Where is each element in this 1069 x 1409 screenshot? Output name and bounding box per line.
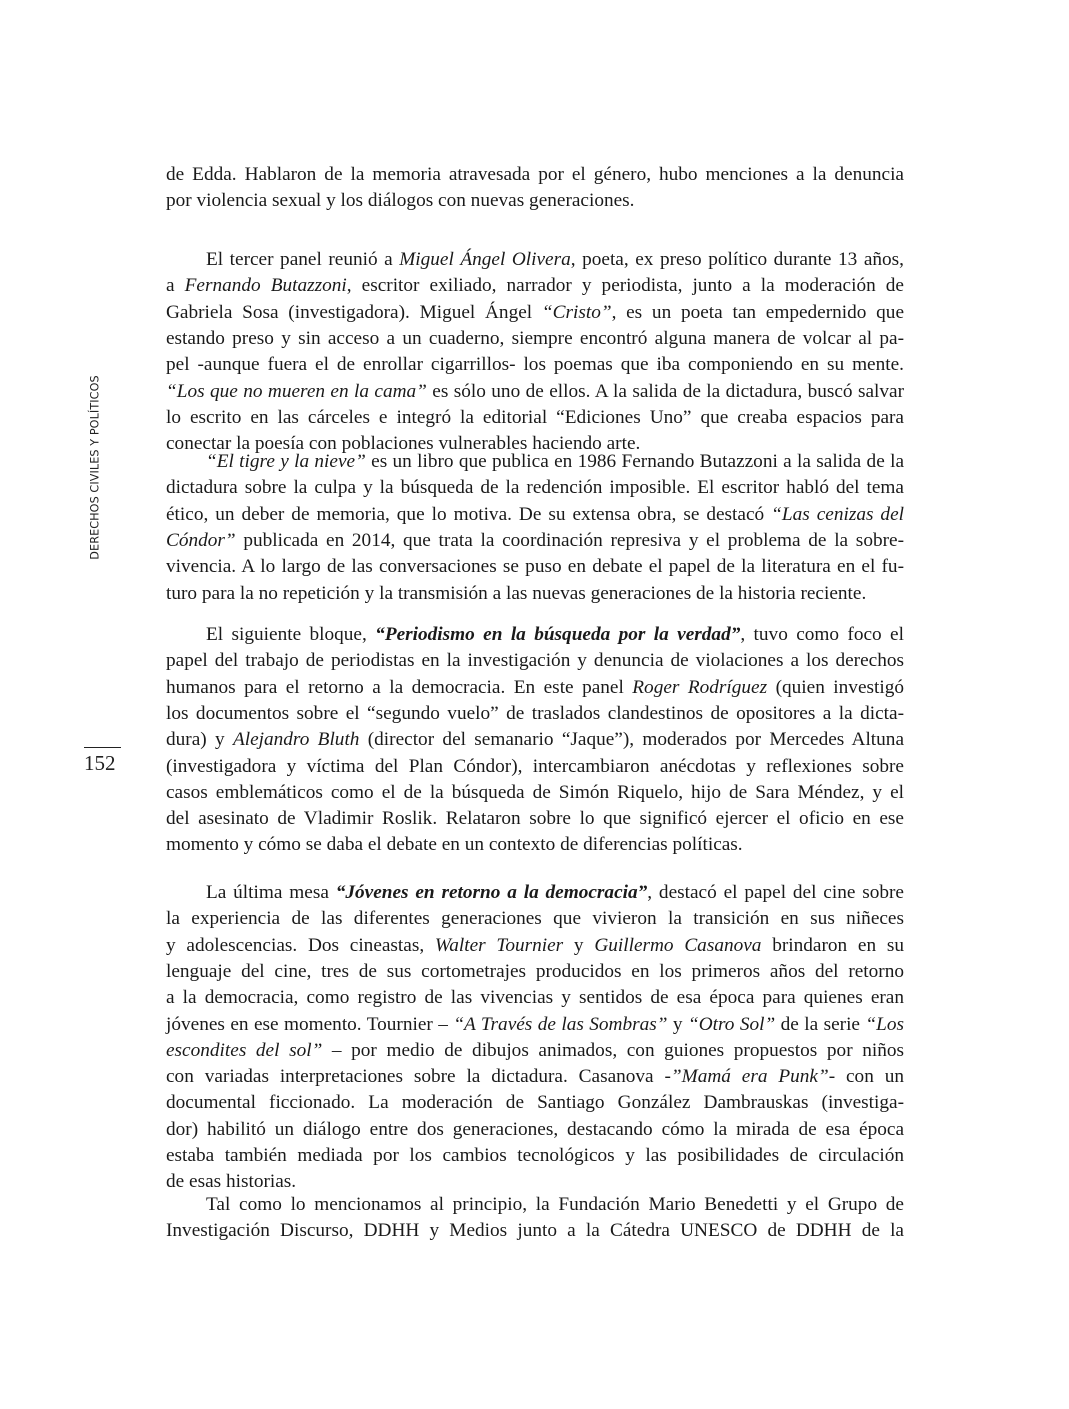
text-line: del asesinato de Vladimir Roslik. Relataron sobre lo que significó ejercer el oficio en ese (166, 808, 904, 830)
text-line: El tercer panel reunió a Miguel Ángel Olivera, poeta, ex preso político durante 13 años, (206, 249, 904, 270)
text-line: lo escrito en las cárceles e integró la editorial “Ediciones Uno” que creaba espacios para (166, 406, 904, 428)
text-line: humanos para el retorno a la democracia. En este panel Roger Rodríguez (quien investigó (166, 676, 904, 698)
text-line: dictadura sobre la culpa y la búsqueda de la redención imposible. El escritor habló del tema (166, 477, 904, 499)
text-line: escondites del sol” – por medio de dibujos animados, con guiones propuestos por niños (166, 1039, 904, 1061)
text-line: la experiencia de las diferentes generaciones que vivieron la transición en sus niñeces (166, 908, 904, 930)
section-title-text: DERECHOS CIVILES Y POLÍTICOS (88, 375, 102, 560)
text-line: por violencia sexual y los diálogos con nuevas generaciones. (166, 190, 635, 212)
text-line: pel -aunque fuera el de enrollar cigarrillos- los poemas que iba componiendo en su mente. (166, 354, 904, 376)
text-line: Cóndor” publicada en 2014, que trata la coordinación represiva y el problema de la sobre- (166, 529, 904, 551)
text-line: los documentos sobre el “segundo vuelo” de traslados clandestinos de opositores a la dicta- (166, 702, 904, 724)
text-line: papel del trabajo de periodistas en la investigación y denuncia de violaciones a los derechos (166, 650, 904, 672)
text-line: con variadas interpretaciones sobre la dictadura. Casanova -”Mamá era Punk”- con un (166, 1066, 904, 1088)
text-line: a Fernando Butazzoni, escritor exiliado, narrador y periodista, junto a la moderación de (166, 275, 904, 297)
text-line: de esas historias. (166, 1171, 297, 1193)
text-line: estaba también mediada por los cambios tecnológicos y las posibilidades de circulación (166, 1145, 904, 1166)
text-line: “El tigre y la nieve” es un libro que publica en 1986 Fernando Butazzoni a la salida de la (206, 451, 904, 472)
text-line: Gabriela Sosa (investigadora). Miguel Ángel “Cristo”, es un poeta tan empedernido que (166, 301, 904, 323)
text-line: lenguaje del cine, tres de sus cortometrajes producidos en los primeros años del retorno (166, 960, 904, 982)
text-line: casos emblemáticos como el de la búsqueda de Simón Riquelo, hijo de Sara Méndez, y el (166, 781, 904, 803)
text-line: turo para la no repetición y la transmisión a las nuevas generaciones de la historia reciente. (166, 582, 867, 604)
text-line: conectar la poesía con poblaciones vulnerables haciendo arte. (166, 433, 641, 455)
text-line: “Los que no mueren en la cama” es sólo uno de ellos. A la salida de la dictadura, buscó salvar (166, 380, 904, 402)
text-line: (investigadora y víctima del Plan Cóndor), intercambiaron anécdotas y reflexiones sobre (166, 755, 904, 777)
text-line: vivencia. A lo largo de las conversaciones se puso en debate el papel de la literatura en el fu- (166, 556, 904, 578)
text-line: estando preso y sin acceso a un cuaderno, siempre encontró alguna manera de volcar al pa- (166, 327, 904, 349)
text-line: momento y cómo se daba el debate en un contexto de diferencias políticas. (166, 834, 743, 856)
page-number-rule (84, 747, 121, 748)
text-line: La última mesa “Jóvenes en retorno a la democracia”, destacó el papel del cine sobre (206, 882, 904, 903)
text-line: documental ficcionado. La moderación de Santiago González Dambrauskas (investiga- (166, 1092, 904, 1114)
text-line: dor) habilitó un diálogo entre dos generaciones, destacando cómo la mirada de esa época (166, 1118, 904, 1140)
text-line: Investigación Discurso, DDHH y Medios junto a la Cátedra UNESCO de DDHH de la (166, 1220, 904, 1242)
text-line: El siguiente bloque, “Periodismo en la búsqueda por la verdad”, tuvo como foco el (206, 624, 904, 645)
text-line: jóvenes en ese momento. Tournier – “A Través de las Sombras” y “Otro Sol” de la serie “Los (166, 1013, 904, 1035)
text-line: Tal como lo mencionamos al principio, la Fundación Mario Benedetti y el Grupo de (206, 1194, 904, 1215)
text-line: a la democracia, como registro de las vivencias y sentidos de esa época para quienes eran (166, 987, 904, 1009)
running-section-title (85, 370, 105, 565)
text-line: dura) y Alejandro Bluth (director del semanario “Jaque”), moderados por Mercedes Altuna (166, 729, 904, 751)
text-line: ético, un deber de memoria, que lo motiva. De su extensa obra, se destacó “Las cenizas del (166, 503, 904, 525)
page-number: 152 (84, 751, 116, 775)
text-line: y adolescencias. Dos cineastas, Walter Tournier y Guillermo Casanova brindaron en su (166, 934, 904, 956)
text-line: de Edda. Hablaron de la memoria atravesada por el género, hubo menciones a la denuncia (166, 164, 904, 185)
